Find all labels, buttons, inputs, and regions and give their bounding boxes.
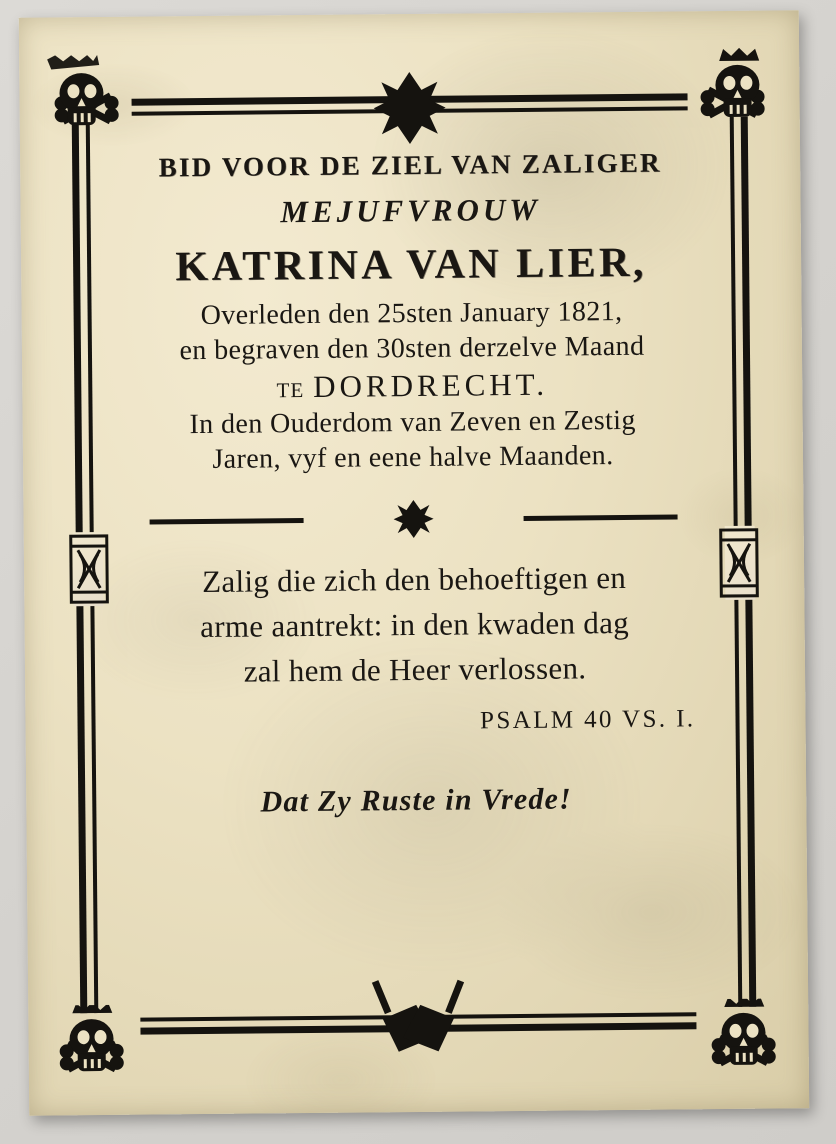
- burial-place-line: [118, 367, 706, 405]
- maltese-cross-icon: [373, 68, 446, 149]
- verse-line-3: zal hem de Heer verlossen.: [243, 650, 587, 689]
- crossed-gravedigger-tools-icon: [356, 977, 481, 1056]
- divider-rule-left: [150, 518, 304, 524]
- verse-line-2: arme aantrekt: in den kwaden dag: [200, 604, 630, 644]
- skull-and-crossbones-icon: [41, 53, 126, 138]
- psalm-reference: PSALM 40 VS. I.: [479, 705, 696, 735]
- hourglass-ornament-icon: [66, 530, 113, 608]
- skull-and-crossbones-icon: [50, 1005, 135, 1090]
- pray-for-soul-line: BID VOOR DE ZIEL VAN ZALIGER: [158, 147, 662, 183]
- printed-frame: [53, 57, 775, 1076]
- divider-rule-right: [524, 514, 678, 520]
- verse-line-1: Zalig die zich den behoeftigen en: [202, 559, 627, 600]
- place-prefix: TE: [276, 378, 305, 403]
- age-line-2: Jaren, vyf en eene halve Maanden.: [212, 440, 614, 475]
- crowned-skull-and-crossbones-icon: [693, 46, 778, 131]
- burial-date-line: en begraven den 30sten derzelve Maand: [179, 330, 645, 367]
- crowned-skull-and-crossbones-icon: [702, 998, 787, 1083]
- hourglass-ornament-icon: [716, 524, 763, 602]
- small-maltese-cross-icon: [393, 498, 433, 540]
- death-date-line: Overleden den 25sten January 1821,: [200, 295, 623, 332]
- honorific-line: MEJUFVROUW: [280, 191, 542, 230]
- memorial-card: [19, 10, 810, 1115]
- memorial-text: [116, 149, 710, 818]
- section-divider: [119, 495, 707, 545]
- deceased-name: KATRINA VAN LIER,: [175, 239, 648, 291]
- place-name: DORDRECHT.: [313, 366, 549, 404]
- rest-in-peace-line: Dat Zy Ruste in Vrede!: [260, 782, 573, 819]
- age-line-1: In den Ouderdom van Zeven en Zestig: [189, 404, 636, 441]
